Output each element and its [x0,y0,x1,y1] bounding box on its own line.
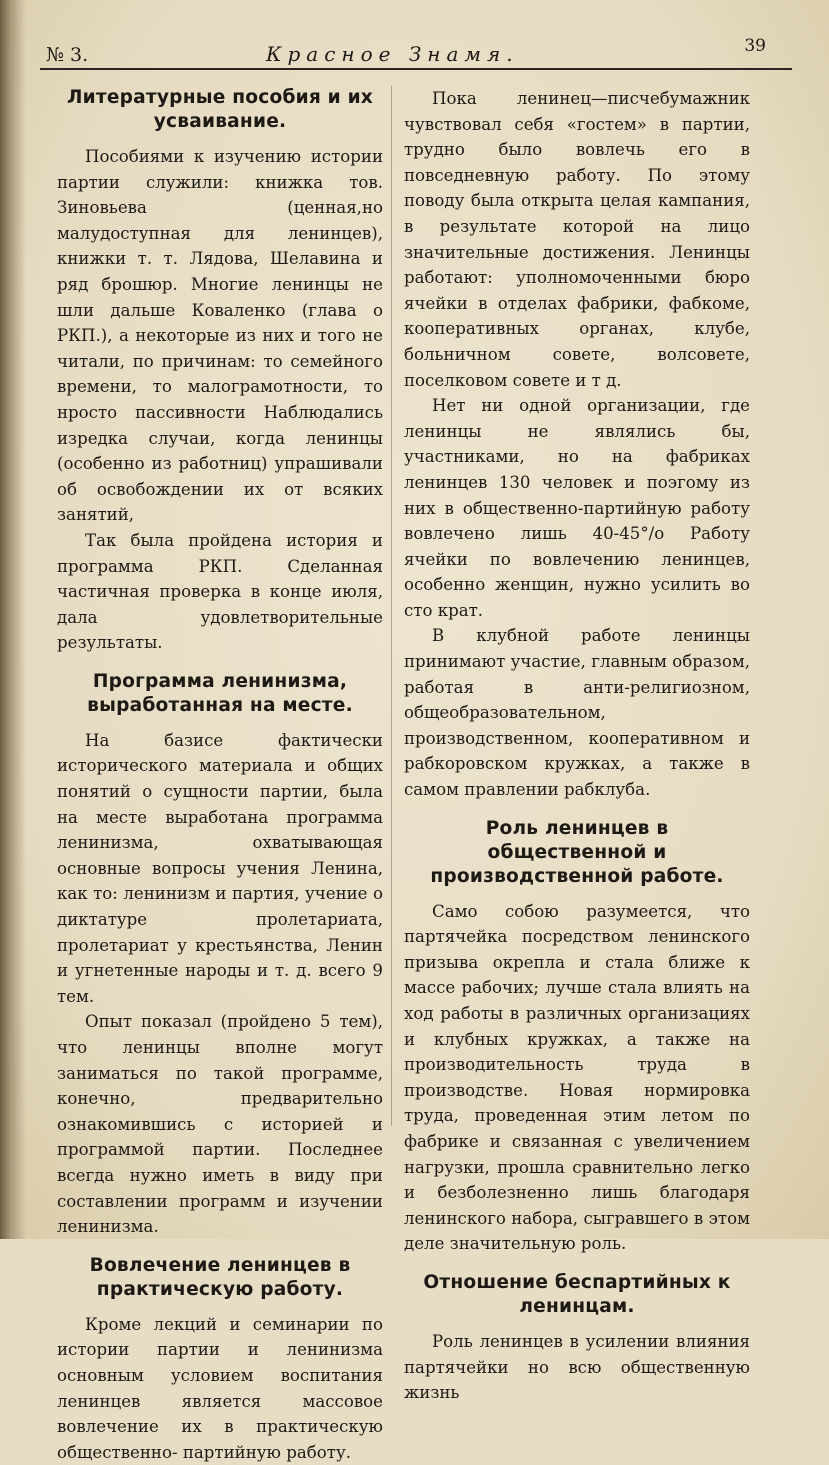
section-heading-literature: Литературные пособия и их усваивание. [66,87,374,132]
header-rule [40,68,792,70]
paragraph: Роль ленинцев в усилении влияния партячейки но всю общественную жизнь [404,1331,750,1403]
paragraph: Так была пройдена история и программа РКП. Сделанная частичная проверка в конце июля, дала удовлетворительные результаты. [57,530,383,653]
issue-number: № 3. [46,44,89,66]
page-header [46,36,786,70]
paragraph: На базисе фактически исторического материала и общих понятий о сущности партии, была на месте выработана программа ленинизма, охватывающая основные вопросы учения Ленина, как то: ленинизм и партия, учение о диктатуре пролетариата, пролетариат у крестьянства, Ленин и угнетенные народы и т. д. всего 9 тем. [57,730,383,1006]
left-column [57,86,383,1465]
page-binding-edge [0,0,26,1239]
column-divider [391,86,392,1126]
section-heading-nonparty: Отношение беспартийных к ленинцам. [423,1271,731,1317]
page-number: 39 [744,36,766,56]
paragraph: В клубной работе ленинцы принимают участие, главным образом, работая в анти-религиозном, общеобразовательном, производственном, кооперативном и рабкоровском кружках, а также в самом правлении рабклуба. [404,626,750,800]
newspaper-masthead: Красное Знамя. [266,42,519,66]
section-heading-program: Программа ленинизма, выработанная на месте. [87,670,353,716]
paragraph: Пока ленинец—писчебумажник чувствовал себя «гостем» в партии, трудно было вовлечь его в повседневную работу. По этому поводу была открыта целая кампания, в результате которой на лицо значительные достижения. Ленинцы работают: уполномоченными бюро ячейки в отделах фабрики, фабкоме, кооперативных органах, клубе, больничном совете, волсовете, поселковом совете и т д. [404,89,750,390]
paragraph: Кроме лекций и семинарии по истории партии и ленинизма основным условием воспитания ленинцев является массовое вовлечение их в практическую общественно- партийную работу. [57,1314,383,1462]
right-column [404,86,750,1406]
paragraph: Опыт показал (пройдено 5 тем), что ленинцы вполне могут заниматься по такой программе, конечно, предварительно ознакомившись с историей и программой партии. Последнее всегда нужно иметь в виду при составлении программ и изучении ленинизма. [57,1012,383,1237]
section-heading-role: Роль ленинцев в общественной и производственной работе. [430,817,724,887]
section-heading-involvement: Вовлечение ленинцев в практическую работу. [89,1254,351,1300]
paragraph: Пособиями к изучению истории партии служили: книжка тов. Зиновьева (ценная,но малудоступная для ленинцев), книжки т. т. Лядова, Шелавина и ряд брошюр. Многие ленинцы не шли дальше Коваленко (глава о РКП.), а некоторые из них и того не читали, по причинам: то семейного времени, то малограмотности, то нросто пассивности Наблюдались изредка случаи, когда ленинцы (особенно из работниц) упрашивали об освобождении их от всяких занятий, [57,147,383,525]
paragraph: Нет ни одной организации, где ленинцы не являлись бы, участниками, но на фабриках ленинцев 130 человек и поэгому из них в общественно-партийную работу вовлечено лишь 40-45°/о Работу ячейки по вовлечению ленинцев, особенно женщин, нужно усилить во сто крат. [404,396,750,620]
paragraph: Само собою разумеется, что партячейка посредством ленинского призыва окрепла и стала ближе к массе рабочих; лучше стала влиять на ход работы в различных организациях и клубных кружках, а также на производительность труда в производстве. Новая нормировка труда, проведенная этим летом по фабрике и связанная с увеличением нагрузки, прошла сравнительно легко и безболезненно лишь благодаря ленинского набора, сыгравшего в этом деле значительную роль. [404,901,750,1254]
